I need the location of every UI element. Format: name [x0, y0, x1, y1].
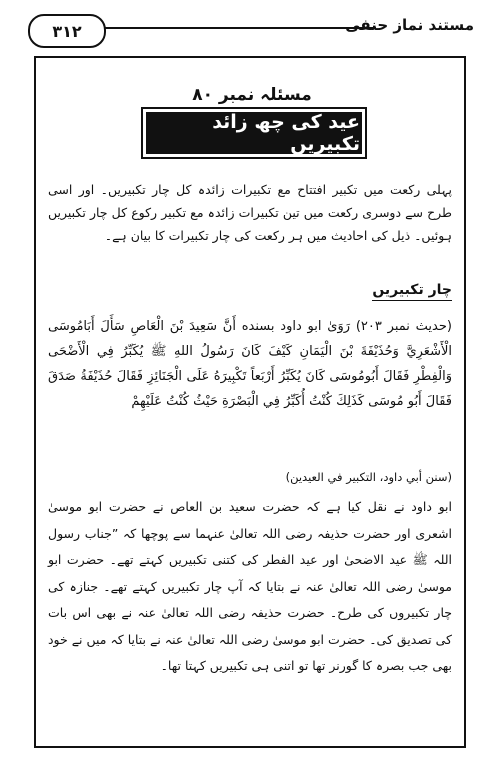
hadith-reference: (حدیث نمبر ٢٠٣) [355, 319, 452, 334]
page-number: ٣١٢ [28, 14, 106, 48]
section-title: عید کی چھ زائد تکبیریں [212, 111, 360, 155]
translation-paragraph: ابو داود نے نقل کیا ہے کہ حضرت سعید بن العاص نے حضرت ابو موسیٰ اشعری اور حضرت حذیفہ رضی اللہ تعالیٰ عنہما سے پوچھا کہ ”جناب رسول اللہ ﷺ عید الاضحیٰ اور عید الفطر کی کتنی تکبیریں کہتے تھے۔ حضرت ابو موسیٰ رضی اللہ تعالیٰ عنہ نے بتایا کہ آپ چار تکبیریں کہتے تھے۔ جنازہ کی چار تکبیروں کی طرح۔ حضرت حذیفہ رضی اللہ تعالیٰ عنہ نے بھی اس بات کی تصدیق کی۔ حضرت ابو موسیٰ رضی اللہ تعالیٰ عنہ نے بتایا کہ میں نے خود بھی جب بصرہ کا گورنر تھا تو اتنی ہی تکبیریں کہتا تھا۔ [47, 499, 452, 673]
hadith-source: (سنن أبي داود، التكبير في العيدين) [285, 470, 452, 484]
running-header-title: مستند نماز حنفی [345, 16, 474, 34]
subheading: چار تکبیریں [372, 282, 452, 301]
section-title-banner [146, 112, 362, 154]
intro-paragraph: پہلی رکعت میں تکبیر افتتاح مع تکبیرات زائدہ کل چار تکبیریں۔ اور اسی طرح سے دوسری رکعت میں تین تکبیرات زائدہ مع تکبیر رکوع کل چار تکبیریں ہوئیں۔ ذیل کی احادیث میں ہر رکعت کی چار تکبیرات کا بیان ہے۔ [48, 182, 452, 243]
hadith-arabic-text: رَوَىٰ ابو داود بسنده أَنَّ سَعِيدَ بْنَ الْعَاصِ سَأَلَ أَبَامُوسَى الْأَشْعَرِيَّ وَحُذَيْفَةَ بْنَ الْيَمَانِ كَيْفَ كَانَ رَسُولُ اللهِ ﷺ يُكَبِّرُ فِي الْأَضْحَى وَالْفِطْرِ فَقَالَ أَبُومُوسَى كَانَ يُكَبِّرُ أَرْبَعاً تَكْبِيرَهُ عَلَى الْجَنَائِزِ فَقَالَ حُذَيْفَةُ صَدَقَ فَقَالَ أَبُو مُوسَى كَذَلِكَ كُنْتُ أُكَبِّرُ فِي الْبَصْرَةِ حَيْثُ كُنْتُ عَلَيْهِمْ [48, 319, 452, 409]
header-rule [104, 27, 376, 29]
hadith-block [48, 314, 452, 414]
masala-number: مسئلہ نمبر ٨٠ [192, 85, 312, 105]
